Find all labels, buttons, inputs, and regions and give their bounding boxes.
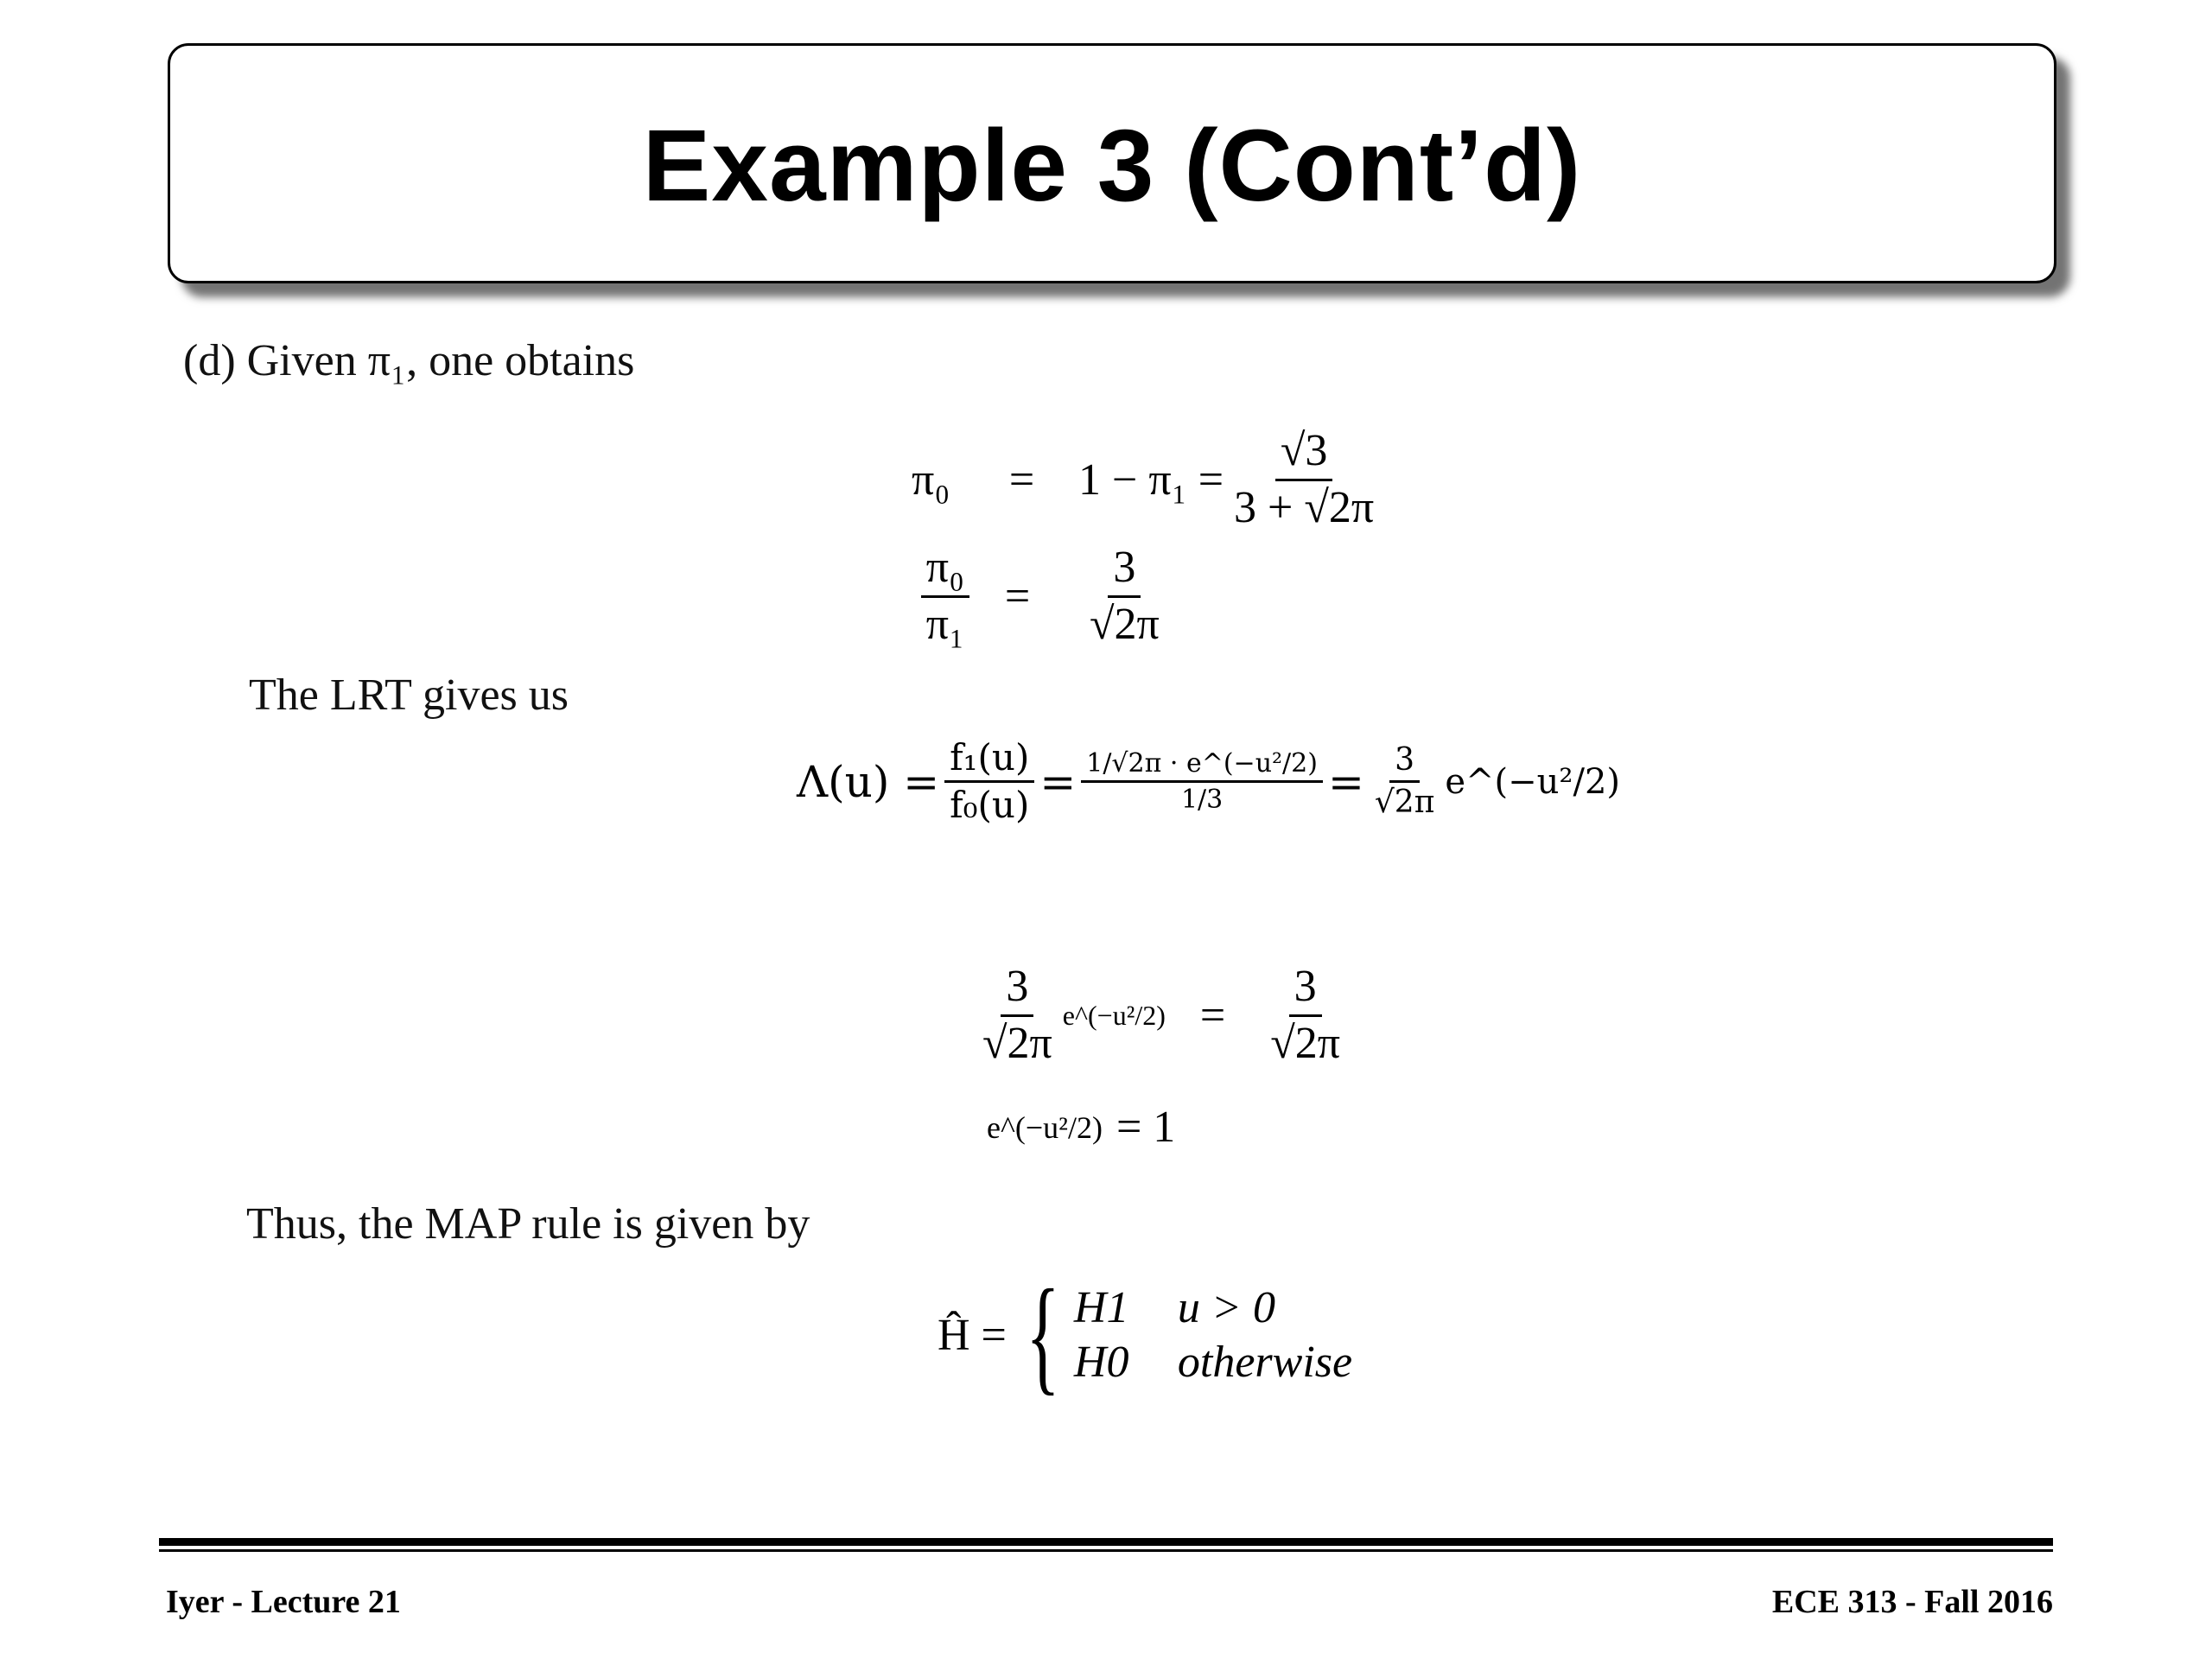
- eq-thr-rhs-num: 3: [1289, 963, 1322, 1017]
- eq-lambda-result-fraction: [1370, 744, 1440, 819]
- eq-exp-rhs: = 1: [1116, 1103, 1176, 1152]
- eq-thr-lhs-den: √2π: [982, 1018, 1052, 1068]
- eq-pi0-lhs: π₀: [912, 454, 950, 505]
- eq-pi0-fraction: [1229, 428, 1379, 531]
- title-box: [168, 43, 2056, 283]
- eq-lambda-f-num: f₁(u): [944, 739, 1034, 783]
- eq-ratio-rhs-fraction: [1084, 544, 1165, 648]
- eq-ratio-equals: =: [1004, 571, 1031, 621]
- eq-thr-rhs-fraction: [1265, 963, 1345, 1067]
- eq-pi0-equals: =: [1008, 454, 1035, 505]
- eq-lambda: [797, 736, 1620, 827]
- eq-ratio: [906, 544, 1170, 648]
- eq-lambda-result-num: 3: [1389, 744, 1420, 783]
- footer-left: Iyer - Lecture 21: [166, 1584, 401, 1620]
- map-case1-hypothesis: H1: [1073, 1283, 1129, 1332]
- eq-lambda-equals-2: =: [1039, 756, 1077, 807]
- eq-thr-lhs-fraction: [977, 963, 1058, 1067]
- eq-exponent: [987, 1102, 1175, 1153]
- brace-icon: {: [1026, 1263, 1060, 1407]
- footer-rule-thin: [159, 1549, 2053, 1552]
- eq-pi0-numerator: √3: [1275, 428, 1333, 481]
- map-case2-condition: otherwise: [1177, 1338, 1353, 1387]
- eq-lambda-lhs: Λ(u) =: [797, 756, 940, 807]
- eq-thr-lhs-num: 3: [1001, 963, 1033, 1017]
- eq-lambda-result-exp: e^(−u²/2): [1445, 761, 1620, 802]
- eq-thr-lhs-exp: e^(−u²/2): [1062, 999, 1166, 1031]
- intro-text: (d) Given π₁, one obtains: [183, 336, 635, 385]
- eq-map-rule: [938, 1263, 1353, 1407]
- eq-lambda-big-den: 1/3: [1180, 785, 1224, 816]
- map-case1-condition: u > 0: [1177, 1283, 1275, 1332]
- eq-ratio-lhs-den: π₁: [925, 599, 965, 649]
- eq-lambda-result-den: √2π: [1374, 785, 1435, 821]
- slide-title: Example 3 (Cont’d): [642, 109, 1582, 223]
- eq-ratio-lhs-num: π₀: [921, 544, 969, 598]
- eq-threshold: [972, 963, 1351, 1067]
- eq-lambda-f-fraction: [944, 736, 1034, 827]
- eq-exp-lhs: e^(−u²/2): [987, 1109, 1103, 1145]
- footer-right: ECE 313 - Fall 2016: [1771, 1584, 2053, 1620]
- eq-lambda-equals-3: =: [1327, 756, 1364, 807]
- eq-pi0-denominator: 3 + √2π: [1234, 482, 1375, 532]
- eq-ratio-rhs-num: 3: [1108, 544, 1141, 598]
- eq-lambda-big-fraction: [1081, 747, 1323, 816]
- map-case2-hypothesis: H0: [1073, 1338, 1129, 1387]
- eq-ratio-rhs-den: √2π: [1090, 599, 1160, 649]
- eq-pi0: [912, 428, 1384, 531]
- lrt-text: The LRT gives us: [249, 671, 569, 720]
- eq-map-lhs: Ĥ =: [938, 1310, 1007, 1360]
- eq-thr-equals: =: [1199, 990, 1226, 1040]
- eq-thr-rhs-den: √2π: [1270, 1018, 1340, 1068]
- map-text: Thus, the MAP rule is given by: [246, 1199, 810, 1249]
- eq-pi0-mid: 1 − π₁ =: [1078, 454, 1224, 505]
- eq-lambda-big-num: 1/√2π · e^(−u²/2): [1081, 750, 1323, 784]
- eq-ratio-lhs-fraction: [911, 544, 980, 648]
- map-cases: [1074, 1282, 1352, 1388]
- footer-rule-thick: [159, 1538, 2053, 1546]
- eq-lambda-f-den: f₀(u): [950, 784, 1030, 827]
